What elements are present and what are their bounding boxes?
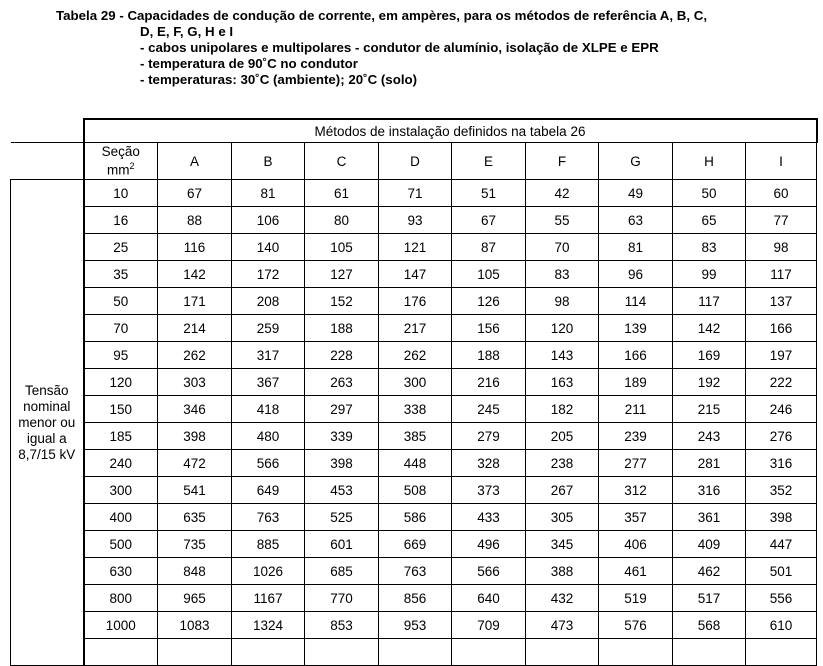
method-header-e: E (452, 143, 526, 180)
capacity-cell: 163 (526, 369, 599, 396)
capacity-cell: 361 (673, 504, 746, 531)
capacity-cell: 172 (232, 261, 305, 288)
capacity-cell: 885 (232, 531, 305, 558)
secao-cell: 800 (84, 585, 158, 612)
capacity-cell: 1026 (232, 558, 305, 585)
capacity-cell: 67 (158, 180, 232, 207)
capacity-cell: 42 (526, 180, 599, 207)
capacity-cell: 635 (158, 504, 232, 531)
secao-cell: 150 (84, 396, 158, 423)
methods-header-row (11, 119, 817, 143)
capacity-cell: 83 (673, 234, 746, 261)
capacity-cell: 848 (158, 558, 232, 585)
capacity-cell: 140 (232, 234, 305, 261)
capacity-cell: 473 (526, 612, 599, 639)
capacity-cell: 147 (379, 261, 452, 288)
capacity-cell: 217 (379, 315, 452, 342)
table-row (11, 180, 817, 207)
secao-cell: 300 (84, 477, 158, 504)
secao-cell: 95 (84, 342, 158, 369)
capacity-cell: 345 (526, 531, 599, 558)
capacity-cell: 176 (379, 288, 452, 315)
capacity-cell: 267 (526, 477, 599, 504)
capacity-cell: 953 (379, 612, 452, 639)
capacity-cell: 448 (379, 450, 452, 477)
capacity-cell: 188 (452, 342, 526, 369)
capacity-cell: 243 (673, 423, 746, 450)
capacity-cell: 81 (232, 180, 305, 207)
capacity-cell: 519 (599, 585, 673, 612)
capacity-cell: 763 (379, 558, 452, 585)
capacity-cell: 856 (379, 585, 452, 612)
capacity-cell: 105 (452, 261, 526, 288)
capacity-cell: 279 (452, 423, 526, 450)
capacity-cell: 139 (599, 315, 673, 342)
capacity-cell: 462 (673, 558, 746, 585)
capacity-cell: 541 (158, 477, 232, 504)
capacity-cell: 388 (526, 558, 599, 585)
capacity-cell: 215 (673, 396, 746, 423)
capacity-cell: 770 (305, 585, 379, 612)
capacity-cell: 409 (673, 531, 746, 558)
capacity-cell: 316 (673, 477, 746, 504)
capacity-cell: 328 (452, 450, 526, 477)
capacity-cell: 211 (599, 396, 673, 423)
capacity-cell: 398 (305, 450, 379, 477)
capacity-cell: 98 (526, 288, 599, 315)
capacity-cell: 83 (526, 261, 599, 288)
capacity-cell: 51 (452, 180, 526, 207)
capacity-cell: 640 (452, 585, 526, 612)
capacity-cell: 398 (746, 504, 817, 531)
capacity-cell: 238 (526, 450, 599, 477)
capacity-cell: 116 (158, 234, 232, 261)
capacity-cell: 568 (673, 612, 746, 639)
capacity-cell: 166 (599, 342, 673, 369)
method-header-b: B (232, 143, 305, 180)
secao-cell: 120 (84, 369, 158, 396)
capacity-cell: 517 (673, 585, 746, 612)
capacity-cell: 297 (305, 396, 379, 423)
capacity-cell: 649 (232, 477, 305, 504)
secao-unit: mm (106, 162, 130, 178)
capacity-cell: 385 (379, 423, 452, 450)
capacity-cell: 142 (158, 261, 232, 288)
capacity-cell: 70 (526, 234, 599, 261)
capacity-cell: 709 (452, 612, 526, 639)
capacity-cell: 276 (746, 423, 817, 450)
capacity-cell: 338 (379, 396, 452, 423)
capacity-cell: 65 (673, 207, 746, 234)
secao-cell: 35 (84, 261, 158, 288)
capacity-cell: 67 (452, 207, 526, 234)
voltage-label-line: Tensão (24, 382, 69, 398)
secao-cell: 240 (84, 450, 158, 477)
caption-bullet-conductor-temp: - temperatura de 90˚C no condutor (140, 56, 358, 71)
secao-cell: 185 (84, 423, 158, 450)
capacity-cell: 339 (305, 423, 379, 450)
method-header-a: A (158, 143, 232, 180)
capacity-table (10, 118, 818, 666)
capacity-cell: 472 (158, 450, 232, 477)
capacity-cell: 367 (232, 369, 305, 396)
capacity-cell: 137 (746, 288, 817, 315)
capacity-cell: 610 (746, 612, 817, 639)
capacity-cell: 114 (599, 288, 673, 315)
table-row (11, 558, 817, 585)
capacity-cell: 189 (599, 369, 673, 396)
capacity-cell: 566 (232, 450, 305, 477)
capacity-cell: 81 (599, 234, 673, 261)
capacity-cell: 71 (379, 180, 452, 207)
capacity-cell: 152 (305, 288, 379, 315)
capacity-cell: 263 (305, 369, 379, 396)
capacity-cell: 352 (746, 477, 817, 504)
table-row (11, 288, 817, 315)
caption-bullet-ambient-temp: - temperaturas: 30˚C (ambiente); 20˚C (solo) (140, 72, 418, 87)
caption-bullet-cables: - cabos unipolares e multipolares - condutor de alumínio, isolação de XLPE e EPR (140, 40, 659, 55)
capacity-cell: 171 (158, 288, 232, 315)
capacity-cell: 55 (526, 207, 599, 234)
capacity-cell: 142 (673, 315, 746, 342)
capacity-cell: 50 (673, 180, 746, 207)
capacity-cell: 965 (158, 585, 232, 612)
capacity-cell: 525 (305, 504, 379, 531)
table-row (11, 477, 817, 504)
capacity-cell: 117 (673, 288, 746, 315)
method-header-g: G (599, 143, 673, 180)
capacity-cell: 214 (158, 315, 232, 342)
table-row (11, 342, 817, 369)
capacity-cell: 120 (526, 315, 599, 342)
capacity-cell: 508 (379, 477, 452, 504)
capacity-cell: 566 (452, 558, 526, 585)
capacity-cell: 188 (305, 315, 379, 342)
capacity-cell: 228 (305, 342, 379, 369)
capacity-cell: 182 (526, 396, 599, 423)
capacity-cell: 197 (746, 342, 817, 369)
capacity-cell: 669 (379, 531, 452, 558)
capacity-cell: 127 (305, 261, 379, 288)
capacity-cell: 80 (305, 207, 379, 234)
capacity-cell: 1167 (232, 585, 305, 612)
capacity-cell: 61 (305, 180, 379, 207)
capacity-cell: 192 (673, 369, 746, 396)
methods-title: Métodos de instalação definidos na tabela 26 (84, 119, 817, 143)
capacity-cell: 93 (379, 207, 452, 234)
secao-unit-exponent: 2 (129, 160, 135, 171)
capacity-cell: 1083 (158, 612, 232, 639)
voltage-label-line: nominal (23, 398, 71, 414)
capacity-cell: 208 (232, 288, 305, 315)
capacity-cell: 126 (452, 288, 526, 315)
capacity-cell: 432 (526, 585, 599, 612)
capacity-cell: 501 (746, 558, 817, 585)
voltage-label-line: menor ou (18, 414, 76, 430)
table-row (11, 207, 817, 234)
capacity-cell: 77 (746, 207, 817, 234)
method-header-i: I (746, 143, 817, 180)
table-row (11, 504, 817, 531)
capacity-cell: 346 (158, 396, 232, 423)
capacity-cell: 461 (599, 558, 673, 585)
capacity-cell: 601 (305, 531, 379, 558)
capacity-cell: 259 (232, 315, 305, 342)
secao-cell: 630 (84, 558, 158, 585)
method-header-f: F (526, 143, 599, 180)
capacity-cell: 398 (158, 423, 232, 450)
capacity-cell: 63 (599, 207, 673, 234)
table-row (11, 234, 817, 261)
capacity-cell: 586 (379, 504, 452, 531)
table-row (11, 585, 817, 612)
capacity-cell: 281 (673, 450, 746, 477)
capacity-cell: 105 (305, 234, 379, 261)
method-header-d: D (379, 143, 452, 180)
secao-cell: 25 (84, 234, 158, 261)
capacity-cell: 169 (673, 342, 746, 369)
capacity-cell: 453 (305, 477, 379, 504)
voltage-label-line: igual a (26, 430, 67, 446)
capacity-cell: 99 (673, 261, 746, 288)
capacity-cell: 685 (305, 558, 379, 585)
capacity-cell: 222 (746, 369, 817, 396)
secao-label: Seção (101, 143, 140, 159)
method-header-c: C (305, 143, 379, 180)
table-row-cutoff (11, 639, 817, 666)
capacity-cell: 262 (158, 342, 232, 369)
capacity-cell: 300 (379, 369, 452, 396)
table-row (11, 396, 817, 423)
capacity-cell: 156 (452, 315, 526, 342)
table-caption (56, 8, 816, 88)
capacity-cell: 418 (232, 396, 305, 423)
capacity-cell: 205 (526, 423, 599, 450)
capacity-cell: 87 (452, 234, 526, 261)
capacity-cell: 496 (452, 531, 526, 558)
table-row (11, 315, 817, 342)
capacity-cell: 262 (379, 342, 452, 369)
capacity-cell: 763 (232, 504, 305, 531)
capacity-cell: 239 (599, 423, 673, 450)
capacity-cell: 853 (305, 612, 379, 639)
caption-title-line2: D, E, F, G, H e I (140, 24, 234, 39)
capacity-cell: 303 (158, 369, 232, 396)
secao-cell: 16 (84, 207, 158, 234)
secao-cell: 10 (84, 180, 158, 207)
column-header-row (11, 143, 817, 180)
capacity-cell: 166 (746, 315, 817, 342)
capacity-cell: 447 (746, 531, 817, 558)
table-row (11, 369, 817, 396)
capacity-cell: 117 (746, 261, 817, 288)
method-header-h: H (673, 143, 746, 180)
capacity-cell: 373 (452, 477, 526, 504)
voltage-label-cell (11, 180, 84, 666)
secao-cell: 500 (84, 531, 158, 558)
capacity-cell: 106 (232, 207, 305, 234)
capacity-cell: 576 (599, 612, 673, 639)
capacity-cell: 480 (232, 423, 305, 450)
secao-header (84, 143, 158, 180)
capacity-cell: 98 (746, 234, 817, 261)
secao-cell: 1000 (84, 612, 158, 639)
capacity-cell: 1324 (232, 612, 305, 639)
secao-cell: 50 (84, 288, 158, 315)
capacity-cell: 143 (526, 342, 599, 369)
table-row (11, 261, 817, 288)
capacity-cell: 121 (379, 234, 452, 261)
capacity-cell: 88 (158, 207, 232, 234)
capacity-cell: 216 (452, 369, 526, 396)
capacity-cell: 60 (746, 180, 817, 207)
capacity-cell: 96 (599, 261, 673, 288)
capacity-cell: 357 (599, 504, 673, 531)
table-row (11, 423, 817, 450)
capacity-cell: 277 (599, 450, 673, 477)
table-row (11, 531, 817, 558)
table-row (11, 450, 817, 477)
table-row (11, 612, 817, 639)
capacity-cell: 735 (158, 531, 232, 558)
secao-cell: 400 (84, 504, 158, 531)
capacity-cell: 433 (452, 504, 526, 531)
capacity-cell: 556 (746, 585, 817, 612)
capacity-cell: 49 (599, 180, 673, 207)
voltage-label-line: 8,7/15 kV (18, 446, 76, 462)
capacity-cell: 245 (452, 396, 526, 423)
capacity-cell: 317 (232, 342, 305, 369)
secao-cell: 70 (84, 315, 158, 342)
caption-title-line1: Tabela 29 - Capacidades de condução de corrente, em ampères, para os métodos de referência A, B, C, (56, 8, 708, 23)
capacity-cell: 406 (599, 531, 673, 558)
capacity-cell: 316 (746, 450, 817, 477)
capacity-cell: 246 (746, 396, 817, 423)
capacity-cell: 305 (526, 504, 599, 531)
capacity-cell: 312 (599, 477, 673, 504)
